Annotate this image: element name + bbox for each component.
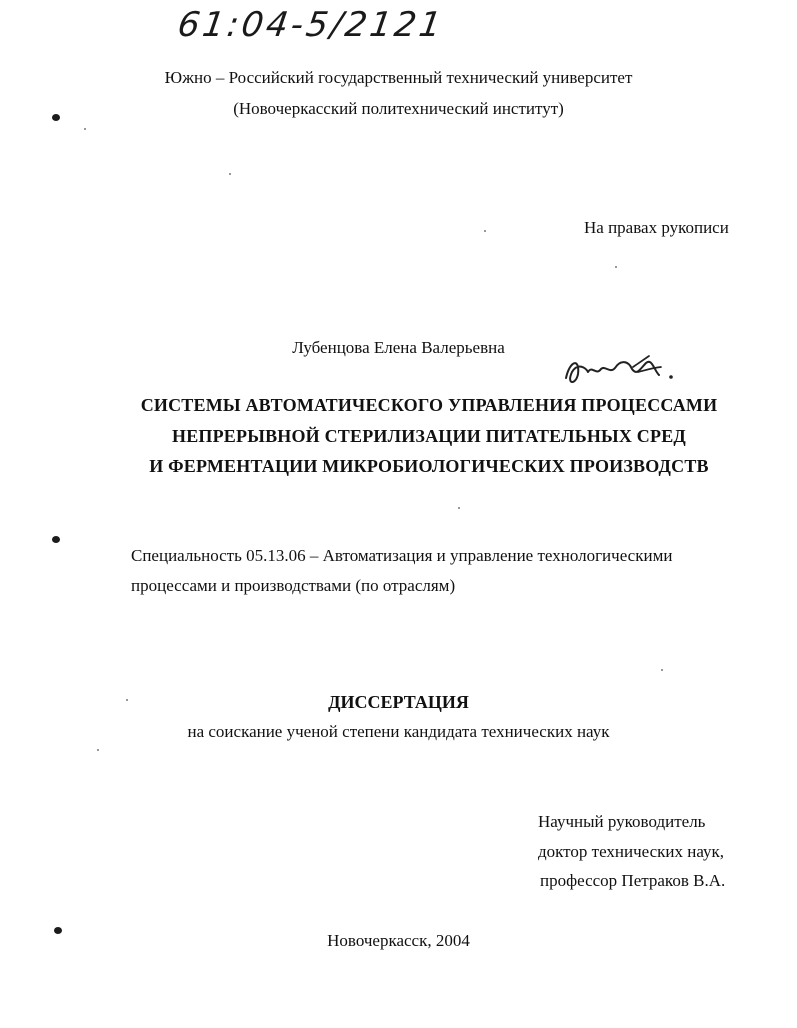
rights-label: На правах рукописи (584, 218, 729, 237)
specialty-line-2: процессами и производствами (по отраслям) (131, 576, 456, 595)
specialty-line-1: Специальность 05.13.06 – Автоматизация и управление технологическими (131, 546, 673, 565)
dissertation-title-line-2: НЕПРЕРЫВНОЙ СТЕРИЛИЗАЦИИ ПИТАТЕЛЬНЫХ СРЕД (172, 426, 686, 446)
scan-speck (458, 507, 460, 509)
archive-number: 61:04-5/2121 (175, 5, 447, 45)
degree-line: на соискание ученой степени кандидата технических наук (187, 722, 610, 741)
dissertation-title-line-1: СИСТЕМЫ АВТОМАТИЧЕСКОГО УПРАВЛЕНИЯ ПРОЦЕССАМИ (140, 395, 718, 415)
binding-hole-mark (54, 927, 62, 934)
binding-hole-mark (52, 114, 60, 121)
scan-speck (126, 699, 128, 701)
scan-speck (97, 749, 99, 751)
dissertation-title-line-3: И ФЕРМЕНТАЦИИ МИКРОБИОЛОГИЧЕСКИХ ПРОИЗВОДСТВ (149, 456, 709, 476)
supervisor-line-2: доктор технических наук, (538, 842, 725, 861)
scan-speck (615, 266, 617, 268)
author-name: Лубенцова Елена Валерьевна (292, 338, 505, 357)
binding-hole-mark (52, 536, 60, 543)
university-name: Южно – Российский государственный технический университет (164, 68, 633, 87)
scan-speck (661, 669, 663, 671)
city-year: Новочеркасск, 2004 (327, 931, 470, 950)
signature-mark (558, 350, 678, 392)
institute-name: (Новочеркасский политехнический институт) (233, 99, 564, 118)
dissertation-heading: ДИССЕРТАЦИЯ (328, 692, 469, 712)
supervisor-line-1: Научный руководитель (538, 812, 706, 831)
scan-speck (229, 173, 231, 175)
scan-speck (484, 230, 486, 232)
supervisor-line-3: профессор Петраков В.А. (540, 871, 726, 890)
scan-speck (84, 128, 86, 130)
